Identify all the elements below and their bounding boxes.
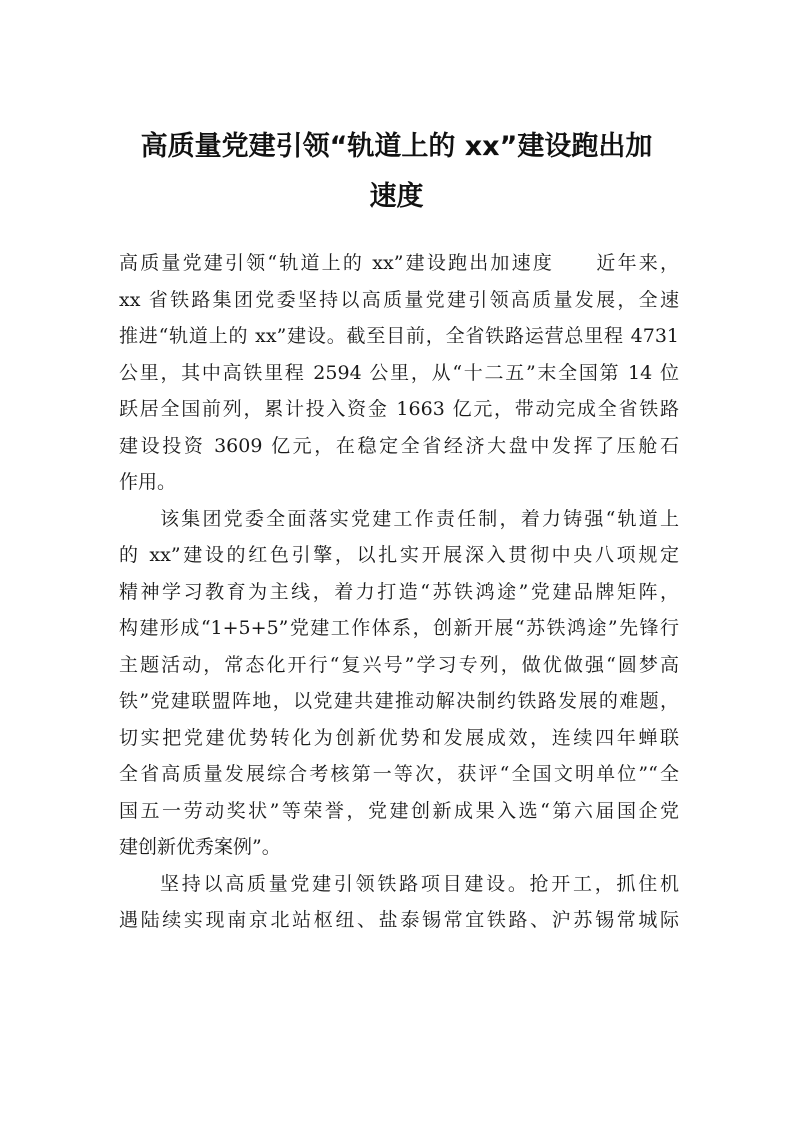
- text-line: 构建形成“1+5+5”党建工作体系，创新开展“苏铁鸿途”先锋行: [119, 617, 679, 639]
- text-line: 坚持以高质量党建引领铁路项目建设。抢开工，抓住机: [160, 872, 679, 895]
- document-body: [119, 245, 679, 939]
- document-title: [100, 122, 693, 222]
- text-line: 推进“轨道上的 xx”建设。截至目前，全省铁路运营总里程 4731: [119, 325, 679, 347]
- text-line: 作用。: [119, 471, 177, 493]
- text-line: 建创新优秀案例”。: [119, 836, 281, 858]
- text-line: 该集团党委全面落实党建工作责任制，着力铸强“轨道上: [160, 507, 679, 530]
- title-line-2: 速度: [369, 181, 424, 212]
- title-line-1: 高质量党建引领“轨道上的 xx”建设跑出加: [140, 131, 653, 162]
- text-line: 精神学习教育为主线，着力打造“苏铁鸿途”党建品牌矩阵，: [119, 580, 679, 603]
- text-line: 切实把党建优势转化为创新优势和发展成效，连续四年蝉联: [119, 726, 679, 749]
- text-line: 主题活动，常态化开行“复兴号”学习专列，做优做强“圆梦高: [119, 653, 679, 676]
- text-line: 铁”党建联盟阵地，以党建共建推动解决制约铁路发展的难题，: [119, 690, 679, 712]
- text-line: xx 省铁路集团党委坚持以高质量党建引领高质量发展，全速: [119, 288, 679, 311]
- text-line: 全省高质量发展综合考核第一等次，获评“全国文明单位”“全: [119, 763, 679, 785]
- text-line: 跃居全国前列，累计投入资金 1663 亿元，带动完成全省铁路: [119, 398, 679, 420]
- text-line: 建设投资 3609 亿元，在稳定全省经济大盘中发挥了压舱石: [119, 434, 679, 457]
- text-line: 高质量党建引领“轨道上的 xx”建设跑出加速度 近年来，: [119, 252, 679, 274]
- text-line: 公里，其中高铁里程 2594 公里，从“十二五”末全国第 14 位: [119, 361, 679, 384]
- text-line: 国五一劳动奖状”等荣誉，党建创新成果入选“第六届国企党: [119, 799, 679, 822]
- text-line: 的 xx”建设的红色引擎，以扎实开展深入贯彻中央八项规定: [119, 544, 679, 566]
- text-line: 遇陆续实现南京北站枢纽、盐泰锡常宜铁路、沪苏锡常城际: [119, 909, 679, 931]
